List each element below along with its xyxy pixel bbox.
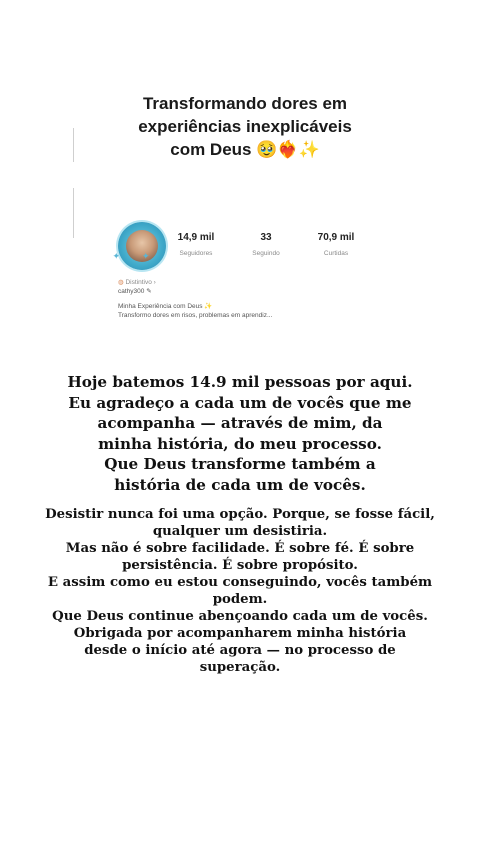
message-line: Mas não é sobre facilidade. É sobre fé. É sobre	[65, 541, 415, 556]
message-line: E assim como eu estou conseguindo, vocês também	[47, 575, 433, 590]
stat-value: 33	[260, 232, 272, 243]
stat-following[interactable]	[246, 232, 286, 257]
message-paragraph-1	[30, 372, 450, 495]
wings-icon: ✦✦	[112, 252, 172, 262]
message-line: podem.	[212, 592, 268, 607]
message-paragraph-2	[30, 506, 450, 676]
stat-value: 14,9 mil	[177, 232, 215, 243]
headline-line: experiências inexplicáveis	[138, 117, 352, 136]
message-line: história de cada um de vocês.	[114, 475, 366, 494]
username: cathy300	[118, 288, 145, 295]
stat-likes[interactable]	[316, 232, 356, 257]
message-line: Desistir nunca foi uma opção. Porque, se fosse fácil,	[45, 507, 435, 522]
message-line: Que Deus continue abençoando cada um de vocês.	[52, 609, 428, 624]
message-line: Que Deus transforme também a	[104, 455, 376, 473]
headline-line: Transformando dores em	[142, 94, 348, 113]
divider	[73, 188, 74, 238]
message-line: Eu agradeço a cada um de vocês que me	[68, 393, 412, 412]
message-line: Hoje batemos 14.9 mil pessoas por aqui.	[67, 373, 413, 391]
avatar[interactable]	[112, 222, 172, 270]
stat-label: Seguindo	[252, 250, 280, 257]
message-line: acompanha — através de mim, da	[97, 414, 383, 432]
profile-meta	[118, 278, 272, 320]
message-line: minha história, do meu processo.	[98, 434, 382, 453]
profile-card	[112, 220, 356, 330]
badge-row[interactable]	[118, 278, 272, 287]
stat-label: Seguidores	[179, 250, 213, 257]
stat-label: Curtidas	[323, 250, 349, 257]
message-line: Obrigada por acompanharem minha história	[73, 626, 407, 641]
badge-icon: ◍	[118, 279, 124, 286]
bio-line[interactable]: Transformo dores em risos, problemas em aprendiz...	[118, 312, 273, 319]
message-line: superação.	[199, 660, 281, 675]
bio-line: Minha Experiência com Deus ✨	[118, 303, 213, 310]
headline-title	[80, 92, 410, 161]
message-line: persistência. É sobre propósito.	[122, 558, 358, 573]
chevron-right-icon: ›	[153, 279, 156, 286]
message-line: desde o início até agora — no processo de	[84, 643, 396, 658]
edit-icon[interactable]: ✎	[146, 288, 152, 295]
profile-stats	[176, 232, 356, 257]
message-line: qualquer um desistiria.	[152, 524, 328, 539]
stat-followers[interactable]	[176, 232, 216, 257]
headline-line: com Deus 🥹❤️‍🔥✨	[170, 140, 320, 159]
stat-value: 70,9 mil	[317, 232, 355, 243]
badge-label: Distintivo	[125, 279, 152, 286]
divider	[73, 128, 74, 162]
username-row	[118, 287, 272, 296]
